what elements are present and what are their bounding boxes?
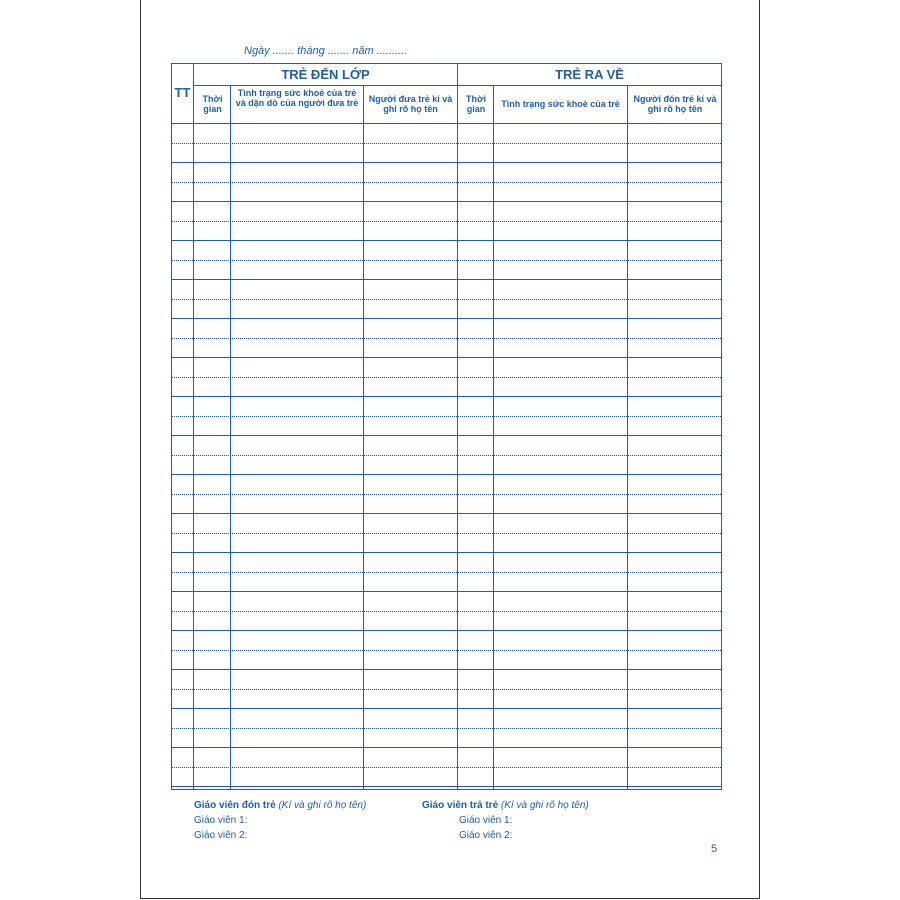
col-divider-tt (193, 64, 194, 789)
departure-health-header: Tình trạng sức khoẻ của trẻ (501, 99, 620, 109)
row-rule (172, 357, 721, 358)
row-rule (172, 591, 721, 592)
row-rule (172, 318, 721, 319)
row-rule (172, 377, 721, 378)
right-teacher1: Giáo viên 1: (459, 815, 513, 826)
row-rule (172, 338, 721, 339)
left-teacher2: Giáo viên 2: (194, 830, 248, 841)
row-rule (172, 611, 721, 612)
attendance-table (171, 63, 722, 790)
footer-left-note: (Kí và ghi rõ họ tên) (278, 800, 367, 811)
row-rule (172, 728, 721, 729)
col-divider-arrival-time (230, 86, 231, 789)
row-rule (172, 669, 721, 670)
row-rule (172, 201, 721, 202)
tt-header: TT (174, 85, 191, 100)
footer-left-heading (194, 800, 366, 811)
row-rule (172, 767, 721, 768)
header-bottom-line (172, 123, 721, 124)
col-divider-arrival-health (363, 86, 364, 789)
footer-right-heading (422, 800, 589, 811)
col-divider-departure-health (627, 86, 628, 789)
row-rule (172, 435, 721, 436)
departure-signer-header: Người đón trẻ kí và ghi rõ họ tên (633, 94, 717, 114)
arrival-health-header: Tình trạng sức khoẻ của trẻ và dặn dò của người đưa trẻ (235, 88, 359, 108)
row-rule (172, 240, 721, 241)
row-rule (172, 396, 721, 397)
row-rule (172, 416, 721, 417)
arrival-signer-header: Người đưa trẻ kí và ghi rõ họ tên (368, 94, 453, 114)
arrival-section-title: TRẺ ĐẾN LỚP (281, 67, 370, 82)
row-rule (172, 630, 721, 631)
date-line: Ngày ....... tháng ....... năm .......... (244, 45, 408, 57)
row-rule (172, 747, 721, 748)
row-rule (172, 162, 721, 163)
row-rule (172, 299, 721, 300)
row-rule (172, 474, 721, 475)
left-teacher1: Giáo viên 1: (194, 815, 248, 826)
row-rule (172, 552, 721, 553)
row-rule (172, 533, 721, 534)
row-rule (172, 221, 721, 222)
footer-right-title: Giáo viên trả trẻ (422, 800, 499, 811)
row-rule (172, 260, 721, 261)
col-divider-departure-time (493, 86, 494, 789)
right-teacher2: Giáo viên 2: (459, 830, 513, 841)
row-rule (172, 279, 721, 280)
row-rule (172, 455, 721, 456)
footer-left-title: Giáo viên đón trẻ (194, 800, 276, 811)
row-rule (172, 513, 721, 514)
row-rule (172, 143, 721, 144)
row-rule (172, 786, 721, 787)
row-rule (172, 650, 721, 651)
page-number: 5 (711, 843, 718, 855)
col-divider-section (457, 64, 458, 789)
departure-section-title: TRẺ RA VỀ (555, 67, 624, 82)
row-rule (172, 182, 721, 183)
departure-time-header: Thời gian (466, 94, 486, 114)
row-rule (172, 572, 721, 573)
row-rule (172, 494, 721, 495)
row-rule (172, 689, 721, 690)
footer-right-note: (Kí và ghi rõ họ tên) (500, 800, 589, 811)
arrival-time-header: Thời gian (202, 94, 223, 114)
row-rule (172, 708, 721, 709)
